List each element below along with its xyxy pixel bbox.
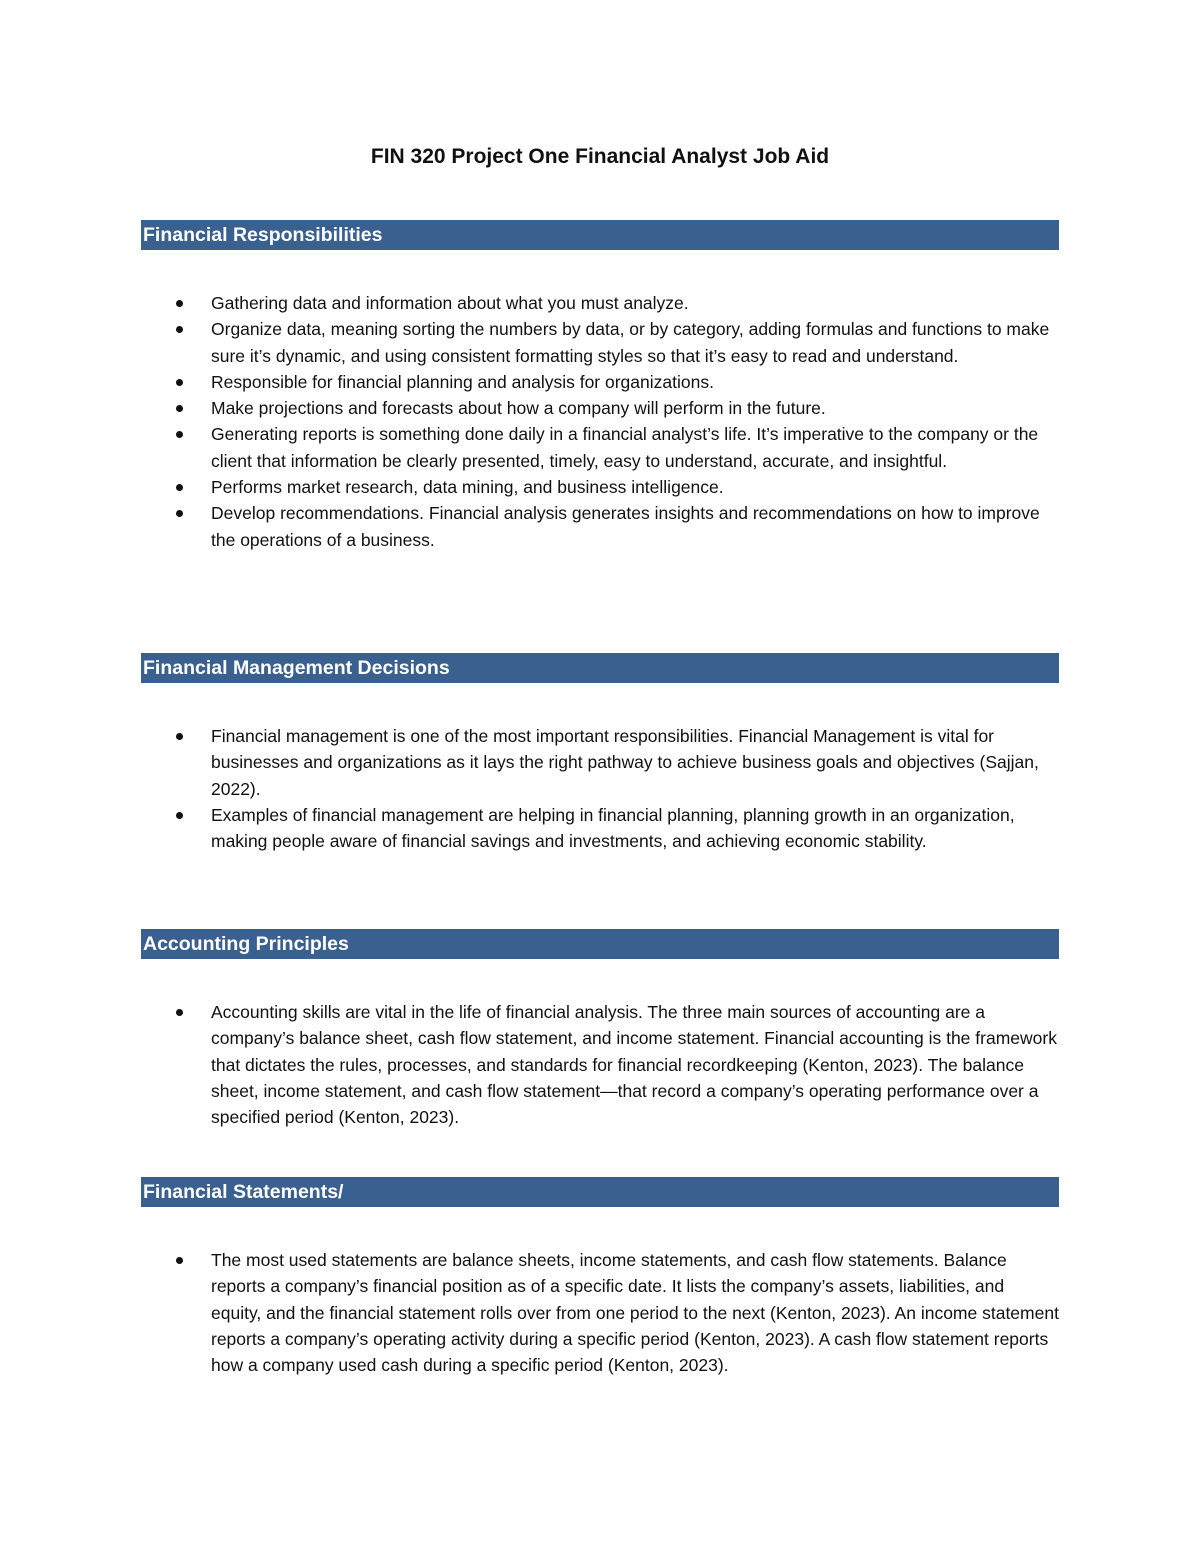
bullet-list xyxy=(141,1247,1059,1378)
bullet-icon xyxy=(176,484,183,491)
bullet-icon xyxy=(176,405,183,412)
list-item xyxy=(141,421,1059,474)
bullet-list xyxy=(141,723,1059,854)
list-item-text: Make projections and forecasts about how a company will perform in the future. xyxy=(211,398,826,419)
list-item-text: Responsible for financial planning and analysis for organizations. xyxy=(211,371,714,392)
list-item-text: Gathering data and information about what you must analyze. xyxy=(211,293,689,313)
bullet-icon xyxy=(176,812,183,819)
section-accounting-principles xyxy=(141,929,1059,1130)
section-heading: Financial Management Decisions xyxy=(141,653,1059,683)
list-item xyxy=(141,802,1059,855)
list-item-text: Develop recommendations. Financial analysis generates insights and recommendations on how to improve the operations of a business. xyxy=(211,503,1040,550)
list-item-text: Generating reports is something done daily in a financial analyst’s life. It’s imperative to the company or the client that information be clearly presented, timely, easy to understand, accurate, and insightful. xyxy=(211,424,1039,471)
bullet-icon xyxy=(176,300,183,307)
section-heading: Financial Responsibilities xyxy=(141,220,1059,250)
list-item xyxy=(141,290,1059,316)
list-item-text: Examples of financial management are helping in financial planning, planning growth in an organization, making people aware of financial savings and investments, and achieving economic stability. xyxy=(211,804,1015,852)
list-item xyxy=(141,1247,1059,1378)
list-item xyxy=(141,474,1059,500)
section-heading: Financial Statements/ xyxy=(141,1177,1059,1207)
list-item xyxy=(141,369,1059,395)
list-item-text: Accounting skills are vital in the life of financial analysis. The three main sources of accounting are a company’s balance sheet, cash flow statement, and income statement. Financial accounting is the framework that dictates the rules, processes, and standards for financial recordkeeping (Kenton, 2023). The balance sheet, income statement, and cash flow statement—that record a company’s operating performance over a specified period (Kenton, 2023). xyxy=(211,1002,1057,1128)
bullet-icon xyxy=(176,510,183,517)
bullet-icon xyxy=(176,1257,183,1264)
list-item xyxy=(141,999,1059,1130)
section-financial-statements xyxy=(141,1177,1059,1378)
list-item xyxy=(141,395,1059,421)
bullet-icon xyxy=(176,431,183,438)
list-item-text: Financial management is one of the most important responsibilities. Financial Management is vital for businesses and organizations as it lays the right pathway to achieve business goals and objectives (Sajjan, 2022). xyxy=(211,726,1039,799)
bullet-list xyxy=(141,999,1059,1130)
list-item-text: Performs market research, data mining, and business intelligence. xyxy=(211,477,724,498)
bullet-icon xyxy=(176,326,183,333)
list-item xyxy=(141,723,1059,802)
bullet-icon xyxy=(176,733,183,740)
section-heading: Accounting Principles xyxy=(141,929,1059,959)
section-financial-management-decisions xyxy=(141,653,1059,854)
section-financial-responsibilities xyxy=(141,220,1059,553)
list-item-text: The most used statements are balance sheets, income statements, and cash flow statements. Balance reports a company’s financial position as of a specific date. It lists the company’s assets, liabilities, and equity, and the financial statement rolls over from one period to the next (Kenton, 2023). An income statement reports a company’s operating activity during a specific period (Kenton, 2023). A cash flow statement reports how a company used cash during a specific period (Kenton, 2023). xyxy=(211,1250,1059,1376)
bullet-list xyxy=(141,290,1059,553)
document-title: FIN 320 Project One Financial Analyst Job Aid xyxy=(370,145,830,168)
list-item xyxy=(141,316,1059,369)
bullet-icon xyxy=(176,1009,183,1016)
bullet-icon xyxy=(176,379,183,386)
list-item xyxy=(141,500,1059,553)
list-item-text: Organize data, meaning sorting the numbers by data, or by category, adding formulas and functions to make sure it’s dynamic, and using consistent formatting styles so that it’s easy to read and understand. xyxy=(211,319,1050,366)
